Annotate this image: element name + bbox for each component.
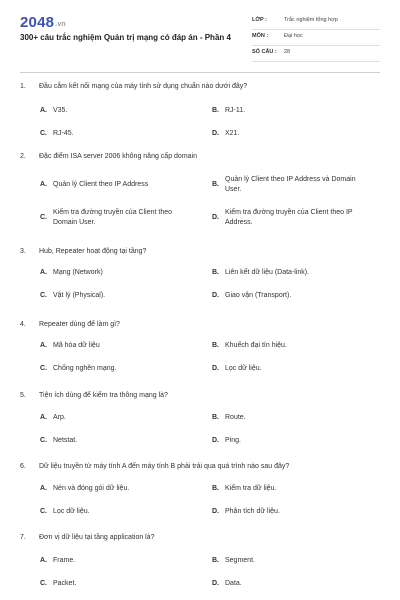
option-text: Ping. [225, 437, 241, 444]
question-number: 4. [20, 321, 26, 328]
option-text: Quản lý Client theo IP Address và Domain User. [225, 176, 356, 193]
option-letter: A. [40, 414, 47, 421]
option-text: Phân tích dữ liệu. [225, 508, 280, 515]
document-meta [252, 14, 380, 62]
option-letter: A. [40, 269, 47, 276]
question-body: Dữ liệu truyền từ máy tính A đến máy tính B phải trải qua quá trình nào sau đây? [39, 463, 290, 470]
option-text: Segment. [225, 557, 255, 564]
option-text: Liên kết dữ liệu (Data-link). [225, 269, 310, 276]
question-number: 3. [20, 248, 26, 255]
option-letter: C. [40, 580, 47, 587]
option-text: Lọc dữ liệu. [225, 365, 262, 372]
option-text: V35. [53, 107, 68, 114]
option-letter: D. [212, 508, 219, 515]
option-letter: B. [212, 342, 219, 349]
question-body: Tiện ích dùng để kiểm tra thông mạng là? [39, 392, 168, 399]
meta-row-subject [252, 30, 380, 46]
question-number: 5. [20, 392, 26, 399]
option-letter: A. [40, 342, 47, 349]
option-text: Kiểm tra đường truyền của Client theo IP Address. [225, 209, 353, 226]
option-letter: C. [40, 437, 47, 444]
option-letter: B. [212, 269, 219, 276]
option-letter: A. [40, 107, 47, 114]
option-text: Lọc dữ liệu. [53, 508, 90, 515]
question-text [20, 247, 380, 257]
option-letter: C. [40, 365, 47, 372]
option-text: Mã hóa dữ liệu [53, 342, 100, 349]
question-number: 7. [20, 534, 26, 541]
header-divider [20, 72, 380, 73]
meta-row-class [252, 14, 380, 30]
meta-label: LỚP : [252, 17, 267, 23]
question-number: 1. [20, 83, 26, 90]
meta-value: Trắc nghiệm tổng hợp [284, 17, 338, 23]
option-text: Arp. [53, 414, 66, 421]
option-letter: A. [40, 485, 47, 492]
question-text [20, 391, 380, 401]
option-text: Giao vận (Transport). [225, 292, 292, 299]
option-text: RJ-11. [225, 107, 246, 114]
option-text: Khuếch đại tín hiệu. [225, 342, 287, 349]
meta-label: MÔN : [252, 33, 269, 39]
option-text: Vật lý (Physical). [53, 292, 106, 299]
option-letter: C. [40, 130, 47, 137]
option-letter: A. [40, 181, 47, 188]
option-letter: C. [40, 508, 47, 515]
question-number: 6. [20, 463, 26, 470]
option-text: Nén và đóng gói dữ liệu. [53, 485, 130, 492]
site-logo[interactable] [20, 14, 66, 31]
option-letter: D. [212, 580, 219, 587]
option-text: Kiểm tra đường truyền của Client theo Domain User. [53, 209, 173, 226]
option-letter: B. [212, 107, 219, 114]
logo-main: 2048 [20, 14, 55, 31]
option-letter: D. [212, 130, 219, 137]
logo-suffix: .vn [55, 21, 66, 28]
question-text [20, 152, 380, 162]
question-body: Đặc điểm ISA server 2006 không nâng cấp domain [39, 153, 197, 160]
option-letter: B. [212, 557, 219, 564]
option-letter: B. [212, 485, 219, 492]
meta-value: Đại học [284, 33, 303, 39]
option-letter: B. [212, 414, 219, 421]
option-text: Route. [225, 414, 246, 421]
question-number: 2. [20, 153, 26, 160]
question-text [20, 82, 380, 92]
question-body: Hub, Repeater hoạt động tại tầng? [39, 248, 147, 255]
question-text [20, 533, 380, 543]
option-text: Packet. [53, 580, 77, 587]
meta-label: SỐ CÂU : [252, 49, 277, 55]
option-text: X21. [225, 130, 240, 137]
option-letter: A. [40, 557, 47, 564]
option-text: RJ-45. [53, 130, 74, 137]
question-text [20, 462, 380, 472]
option-text: Chống nghẽn mạng. [53, 365, 117, 372]
document-title: 300+ câu trắc nghiệm Quản trị mạng có đáp án - Phần 4 [20, 33, 231, 42]
option-letter: D. [212, 437, 219, 444]
option-letter: C. [40, 214, 47, 221]
question-body: Đầu cắm kết nối mạng của máy tính sử dụng chuẩn nào dưới đây? [39, 83, 248, 90]
document-header [0, 0, 400, 68]
option-text: Netstat. [53, 437, 78, 444]
option-letter: D. [212, 365, 219, 372]
option-text: Frame. [53, 557, 76, 564]
option-text: Mạng (Network) [53, 269, 103, 276]
question-body: Đơn vị dữ liệu tại tầng application là? [39, 534, 155, 541]
option-letter: B. [212, 181, 219, 188]
meta-value: 28 [284, 49, 291, 55]
question-text [20, 320, 380, 330]
option-letter: D. [212, 292, 219, 299]
option-text: Quản lý Client theo IP Address [53, 181, 149, 188]
option-letter: D. [212, 214, 219, 221]
option-text: Kiểm tra dữ liệu. [225, 485, 277, 492]
question-body: Repeater dùng để làm gì? [39, 321, 120, 328]
option-letter: C. [40, 292, 47, 299]
meta-row-count [252, 46, 380, 62]
option-text: Data. [225, 580, 242, 587]
